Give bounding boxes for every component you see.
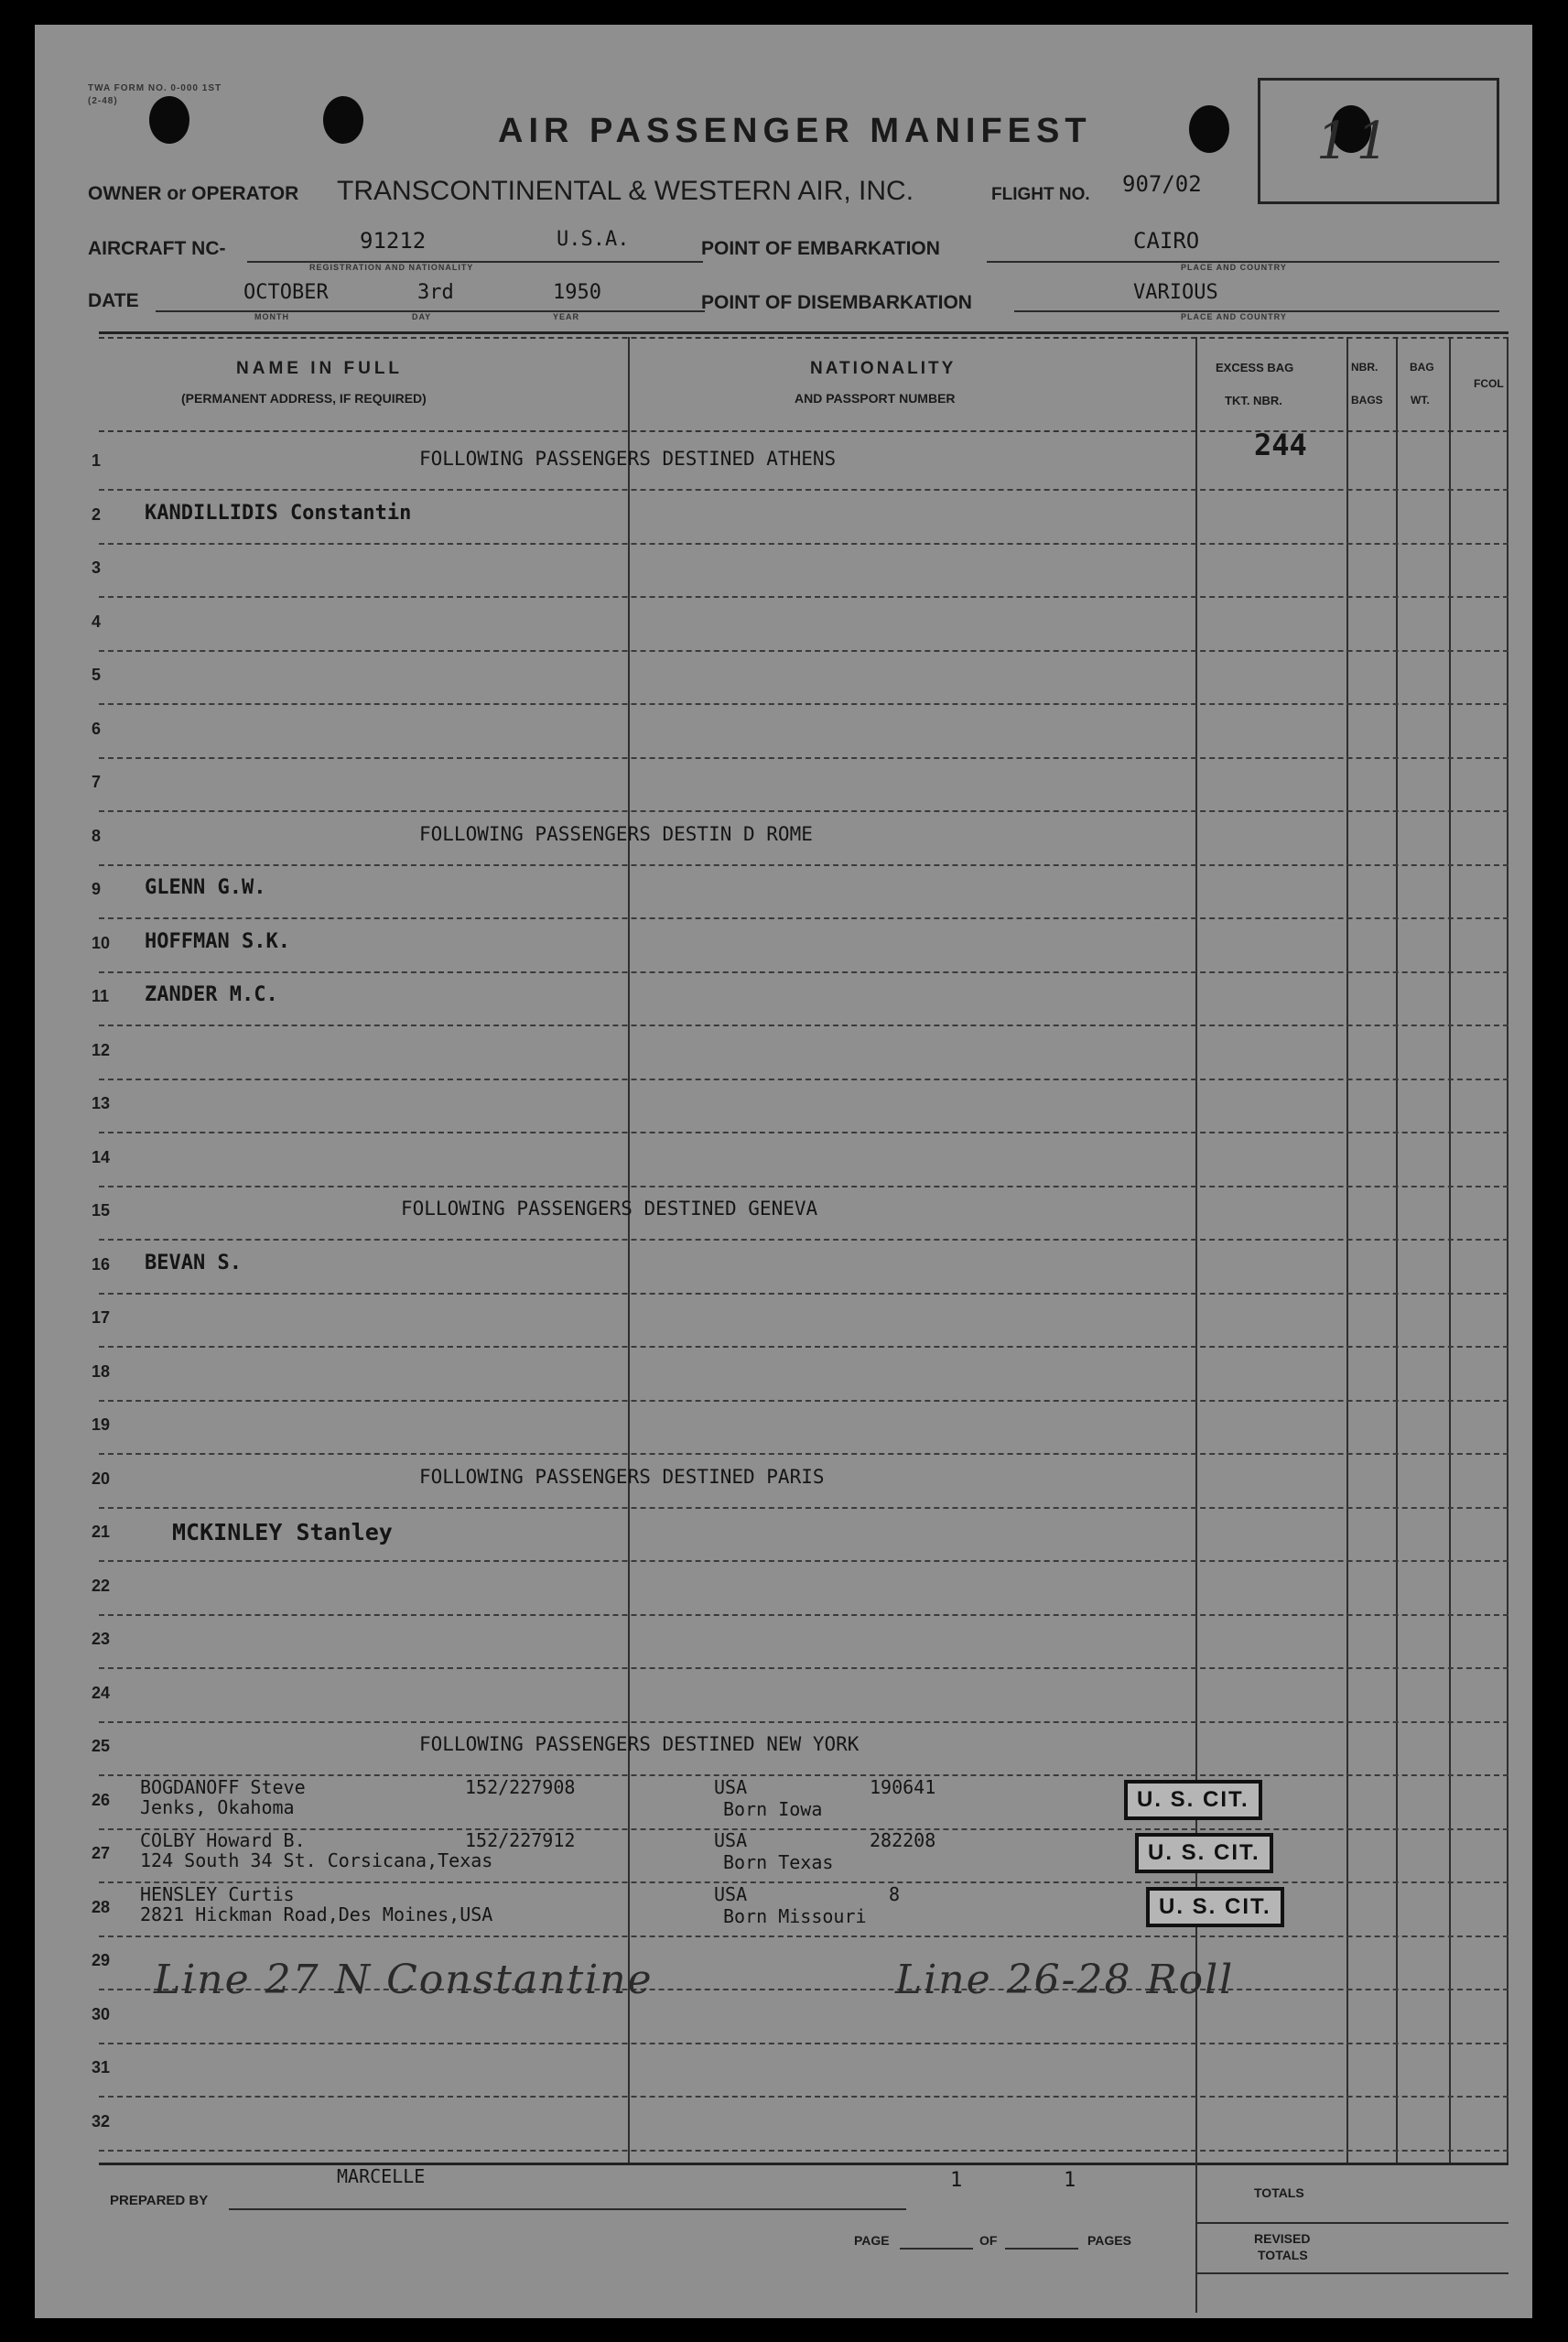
place-caption: PLACE AND COUNTRY — [1181, 263, 1287, 272]
row-number: 7 — [92, 773, 102, 791]
aircraft-country: U.S.A. — [557, 228, 630, 251]
embark-label: POINT OF EMBARKATION — [701, 238, 940, 259]
row-divider — [99, 1239, 1509, 1241]
row-divider — [99, 1774, 1509, 1776]
row-divider — [99, 703, 1509, 705]
column-subheader-name: (PERMANENT ADDRESS, IF REQUIRED) — [181, 391, 427, 406]
row-number: 22 — [92, 1577, 111, 1595]
month-caption: MONTH — [254, 312, 289, 321]
passenger-name: HOFFMAN S.K. — [145, 930, 290, 953]
destination-heading: FOLLOWING PASSENGERS DESTINED ATHENS — [419, 448, 837, 470]
row-number: 14 — [92, 1148, 111, 1166]
ny-passenger-nationality: USA — [714, 1883, 748, 1905]
ny-passenger-name: BOGDANOFF Steve — [140, 1776, 306, 1798]
citizenship-stamp: U. S. CIT. — [1146, 1887, 1284, 1927]
prepared-by-label: PREPARED BY — [110, 2193, 209, 2208]
ny-passenger-passport: 282208 — [870, 1829, 936, 1851]
passenger-name: ZANDER M.C. — [145, 983, 278, 1006]
row-number: 10 — [92, 934, 111, 952]
row-divider — [99, 1132, 1509, 1133]
destination-heading: FOLLOWING PASSENGERS DESTIN D ROME — [419, 823, 813, 845]
form-sub: (2-48) — [88, 96, 118, 106]
row-divider — [99, 757, 1509, 759]
row-divider — [99, 1667, 1509, 1669]
row-divider — [99, 1400, 1509, 1402]
column-header-nationality: NATIONALITY — [810, 359, 957, 378]
row-divider — [99, 1079, 1509, 1080]
row-divider — [99, 2150, 1509, 2152]
row-number: 9 — [92, 880, 102, 898]
ny-passenger-name: COLBY Howard B. — [140, 1829, 306, 1851]
pages-label: PAGES — [1087, 2233, 1131, 2248]
row-number: 25 — [92, 1737, 111, 1755]
row-number: 18 — [92, 1362, 111, 1381]
row-divider — [99, 2096, 1509, 2098]
row-number: 6 — [92, 720, 102, 738]
row-number: 2 — [92, 505, 102, 524]
row-number: 16 — [92, 1255, 111, 1274]
row-number: 31 — [92, 2058, 111, 2076]
row-divider — [99, 1614, 1509, 1616]
row-number: 15 — [92, 1201, 111, 1220]
ny-passenger-address: Jenks, Okahoma — [140, 1796, 295, 1818]
row-divider — [99, 1346, 1509, 1348]
passenger-name: MCKINLEY Stanley — [172, 1519, 393, 1545]
registration-caption: REGISTRATION AND NATIONALITY — [309, 263, 474, 272]
column-subheader-nbr: BAGS — [1351, 394, 1383, 407]
ny-passenger-born: Born Iowa — [723, 1798, 823, 1820]
row-number: 26 — [92, 1791, 111, 1809]
date-label: DATE — [88, 290, 139, 311]
owner-value: TRANSCONTINENTAL & WESTERN AIR, INC. — [337, 176, 914, 206]
column-header-fcol: FCOL — [1474, 377, 1504, 390]
row-number: 30 — [92, 2005, 111, 2023]
ny-passenger-address: 2821 Hickman Road,Des Moines,USA — [140, 1903, 493, 1925]
row-divider — [99, 543, 1509, 545]
owner-label: OWNER or OPERATOR — [88, 183, 299, 204]
ny-passenger-name: HENSLEY Curtis — [140, 1883, 295, 1905]
handwritten-note-left: Line 27 N Constantine — [154, 1957, 654, 2003]
column-header-name: NAME IN FULL — [236, 359, 404, 378]
passenger-name: KANDILLIDIS Constantin — [145, 502, 412, 525]
row-divider — [99, 1293, 1509, 1295]
excess-bag-value: 244 — [1254, 428, 1307, 462]
totals-label: TOTALS — [1254, 2185, 1304, 2200]
row-number: 11 — [92, 987, 110, 1005]
date-year: 1950 — [553, 281, 601, 304]
row-divider — [99, 1507, 1509, 1509]
row-divider — [99, 1453, 1509, 1455]
row-divider — [99, 864, 1509, 866]
page-number: 1 — [950, 2169, 963, 2192]
disembark-label: POINT OF DISEMBARKATION — [701, 292, 972, 313]
row-number: 17 — [92, 1308, 111, 1327]
punch-hole-icon — [149, 96, 189, 144]
row-divider — [99, 1186, 1509, 1187]
ny-passenger-ticket: 152/227908 — [465, 1776, 576, 1798]
row-number: 19 — [92, 1415, 111, 1434]
row-divider — [99, 1560, 1509, 1562]
row-divider — [99, 971, 1509, 973]
box-mark: 11 — [1316, 112, 1397, 171]
row-divider — [99, 1025, 1509, 1026]
column-header-excess: EXCESS BAG — [1216, 361, 1294, 374]
column-subheader-excess: TKT. NBR. — [1225, 394, 1282, 407]
revised-totals-label: TOTALS — [1258, 2248, 1308, 2262]
row-divider — [99, 810, 1509, 812]
row-number: 4 — [92, 613, 102, 631]
destination-heading: FOLLOWING PASSENGERS DESTINED GENEVA — [401, 1198, 818, 1220]
column-header-bag: BAG — [1410, 361, 1434, 374]
row-number: 1 — [92, 451, 102, 470]
row-divider — [99, 596, 1509, 598]
date-month: OCTOBER — [243, 281, 329, 304]
flight-value: 907/02 — [1122, 171, 1202, 197]
ny-passenger-nationality: USA — [714, 1776, 748, 1798]
citizenship-stamp: U. S. CIT. — [1135, 1833, 1273, 1873]
manifest-sheet — [35, 25, 1532, 2318]
date-day: 3rd — [417, 281, 454, 304]
row-divider — [99, 1881, 1509, 1883]
disembark-value: VARIOUS — [1133, 281, 1218, 304]
pages-total: 1 — [1064, 2169, 1076, 2192]
page-label: PAGE — [854, 2233, 890, 2248]
destination-heading: FOLLOWING PASSENGERS DESTINED NEW YORK — [419, 1733, 860, 1755]
row-divider — [99, 1935, 1509, 1937]
handwritten-note-right: Line 26-28 Roll — [895, 1957, 1235, 2003]
row-number: 3 — [92, 558, 102, 577]
place-caption-2: PLACE AND COUNTRY — [1181, 312, 1287, 321]
column-subheader-bag: WT. — [1411, 394, 1430, 407]
ny-passenger-passport: 190641 — [870, 1776, 936, 1798]
ny-passenger-born: Born Texas — [723, 1851, 834, 1873]
ny-passenger-ticket: 152/227912 — [465, 1829, 576, 1851]
column-header-nbr: NBR. — [1351, 361, 1379, 374]
form-number: TWA FORM NO. 0-000 1ST — [88, 83, 222, 93]
punch-hole-icon — [323, 96, 363, 144]
passenger-name: BEVAN S. — [145, 1252, 242, 1274]
ny-passenger-nationality: USA — [714, 1829, 748, 1851]
revised-label: REVISED — [1254, 2231, 1311, 2246]
row-number: 20 — [92, 1469, 111, 1488]
embark-value: CAIRO — [1133, 228, 1200, 254]
column-subheader-nationality: AND PASSPORT NUMBER — [795, 391, 956, 406]
flight-label: FLIGHT NO. — [991, 185, 1090, 204]
row-divider — [99, 1721, 1509, 1723]
row-number: 5 — [92, 666, 102, 684]
ny-passenger-born: Born Missouri — [723, 1905, 867, 1927]
citizenship-stamp: U. S. CIT. — [1124, 1780, 1262, 1820]
passenger-name: GLENN G.W. — [145, 876, 266, 899]
row-divider — [99, 2043, 1509, 2044]
aircraft-label: AIRCRAFT NC- — [88, 238, 226, 259]
prepared-by-value: MARCELLE — [337, 2165, 426, 2187]
row-number: 27 — [92, 1844, 111, 1862]
punch-hole-icon — [1189, 105, 1229, 153]
destination-heading: FOLLOWING PASSENGERS DESTINED PARIS — [419, 1466, 825, 1488]
row-number: 12 — [92, 1041, 111, 1059]
of-label: OF — [979, 2233, 998, 2248]
year-caption: YEAR — [553, 312, 580, 321]
row-number: 8 — [92, 827, 102, 845]
row-number: 23 — [92, 1630, 111, 1648]
row-divider — [99, 489, 1509, 491]
row-divider — [99, 1828, 1509, 1830]
row-number: 21 — [92, 1523, 111, 1541]
row-number: 24 — [92, 1684, 111, 1702]
row-number: 28 — [92, 1898, 111, 1916]
ny-passenger-address: 124 South 34 St. Corsicana,Texas — [140, 1849, 493, 1871]
ny-passenger-passport: 8 — [889, 1883, 901, 1905]
page-title: AIR PASSENGER MANIFEST — [498, 112, 1092, 150]
day-caption: DAY — [412, 312, 432, 321]
row-number: 32 — [92, 2112, 111, 2131]
row-number: 13 — [92, 1094, 111, 1112]
row-number: 29 — [92, 1951, 111, 1969]
row-divider — [99, 650, 1509, 652]
aircraft-value: 91212 — [360, 228, 427, 254]
row-divider — [99, 917, 1509, 919]
